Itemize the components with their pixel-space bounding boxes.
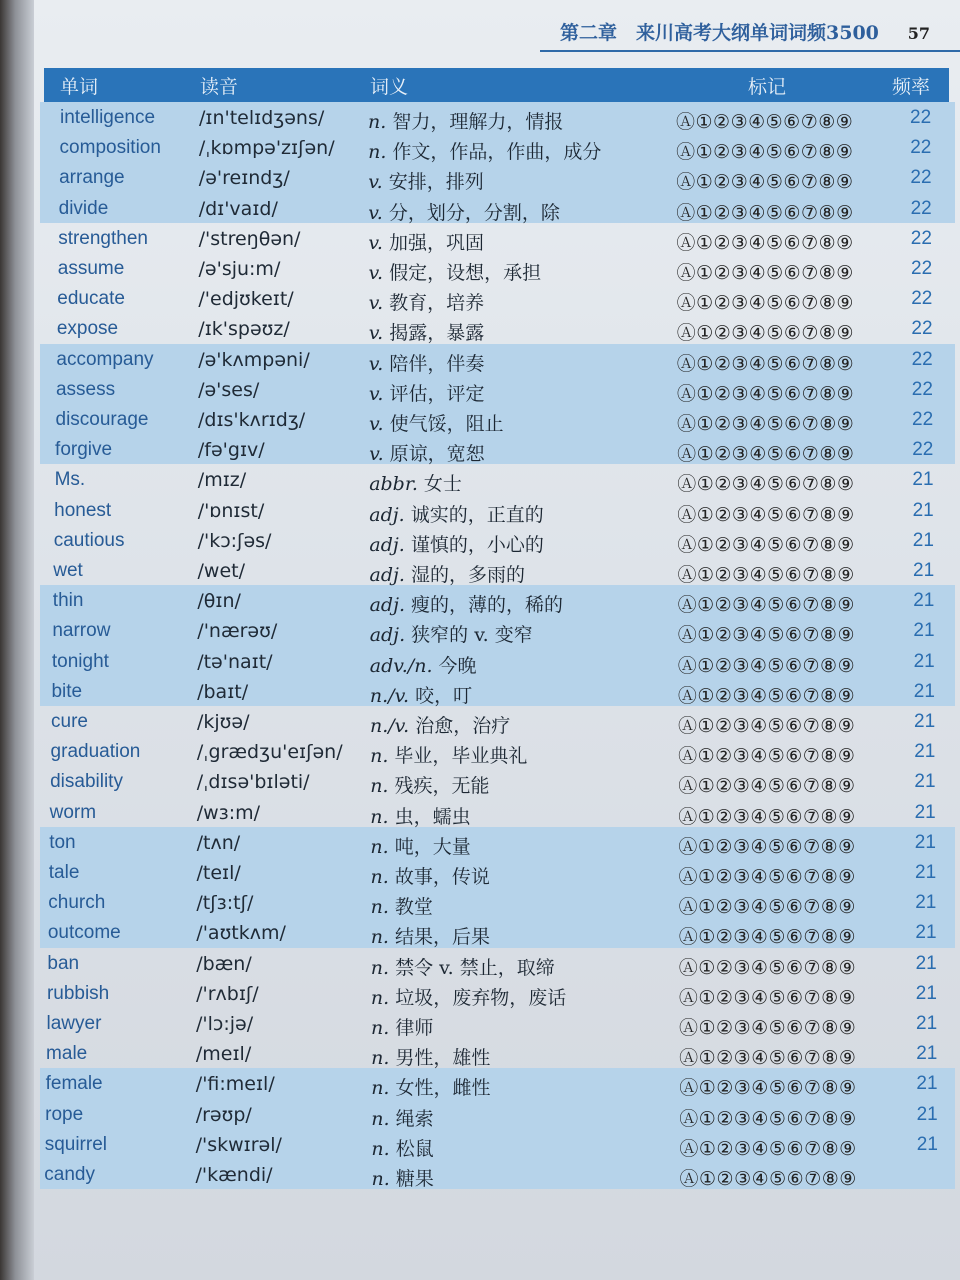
meaning: n. 教堂 <box>370 896 433 919</box>
part-of-speech: v. <box>368 292 384 315</box>
phonetic: /meɪl/ <box>195 1043 252 1066</box>
meaning: n./v. 治愈，治疗 <box>370 715 511 737</box>
frequency: 21 <box>914 711 936 732</box>
phonetic: /'nærəʊ/ <box>197 620 278 643</box>
mark-circles: Ⓐ①②③④⑤⑥⑦⑧⑨ <box>679 1107 857 1130</box>
table-row <box>0 1068 960 1098</box>
part-of-speech: v. <box>368 352 384 375</box>
page-number: 57 <box>907 24 930 43</box>
meaning: n. 虫，蠕虫 <box>370 805 471 828</box>
word: outcome <box>47 922 121 944</box>
word: intelligence <box>60 107 156 128</box>
phonetic: /'ɒnɪst/ <box>197 499 265 522</box>
part-of-speech: adj. <box>369 594 406 617</box>
part-of-speech: adv./n. <box>369 654 433 677</box>
frequency: 21 <box>913 590 935 612</box>
phonetic: /'edjʊkeɪt/ <box>198 288 294 311</box>
meaning: adj. 谨慎的，小心的 <box>369 533 544 556</box>
part-of-speech: n. <box>370 745 389 768</box>
word: discourage <box>55 409 149 430</box>
table-row <box>0 948 960 978</box>
frequency: 22 <box>911 288 933 310</box>
table-row <box>0 344 960 374</box>
table-row <box>0 525 960 555</box>
meaning: n. 残疾，无能 <box>370 775 490 798</box>
meaning: n. 糖果 <box>371 1168 434 1190</box>
phonetic: /tə'naɪt/ <box>197 650 273 673</box>
word: worm <box>49 801 97 823</box>
word: assess <box>55 378 116 400</box>
word: male <box>46 1043 88 1065</box>
mark-circles: Ⓐ①②③④⑤⑥⑦⑧⑨ <box>677 503 855 526</box>
phonetic: /ˌkɒmpə'zɪʃən/ <box>198 137 335 160</box>
meaning: v. 分，划分，分割，除 <box>368 201 560 224</box>
table-row <box>0 253 960 283</box>
phonetic: /teɪl/ <box>196 862 241 884</box>
part-of-speech: n. <box>370 956 390 979</box>
part-of-speech: abbr. <box>369 473 418 496</box>
word: tale <box>48 862 80 883</box>
word: candy <box>44 1164 95 1185</box>
mark-circles: Ⓐ①②③④⑤⑥⑦⑧⑨ <box>676 201 854 224</box>
frequency: 21 <box>916 1013 938 1034</box>
frequency: 21 <box>913 560 935 581</box>
table-row <box>0 132 960 162</box>
phonetic: /wet/ <box>197 560 245 582</box>
phonetic: /ɪn'telɪdʒəns/ <box>199 107 325 129</box>
frequency: 21 <box>916 1103 938 1125</box>
phonetic: /rəʊp/ <box>195 1103 252 1126</box>
meaning: adj. 狭窄的 v. 变窄 <box>369 624 533 647</box>
meaning: v. 原谅，宽恕 <box>369 443 485 466</box>
phonetic: /kjʊə/ <box>197 711 250 733</box>
mark-circles: Ⓐ①②③④⑤⑥⑦⑧⑨ <box>676 352 855 375</box>
frequency: 21 <box>915 892 937 914</box>
word: church <box>48 892 106 914</box>
part-of-speech: n. <box>370 896 389 919</box>
mark-circles: Ⓐ①②③④⑤⑥⑦⑧⑨ <box>677 564 855 586</box>
part-of-speech: adj. <box>369 503 405 526</box>
mark-circles: Ⓐ①②③④⑤⑥⑦⑧⑨ <box>676 292 854 315</box>
frequency: 22 <box>911 318 933 340</box>
phonetic: /tʃɜ:tʃ/ <box>196 892 254 915</box>
header-word: 单词 <box>60 77 99 98</box>
meaning: v. 安排，排列 <box>368 171 484 194</box>
table-row <box>0 1129 960 1159</box>
part-of-speech: n. <box>370 926 389 949</box>
table-row <box>0 193 960 223</box>
word: Ms. <box>54 469 86 491</box>
table-row <box>0 887 960 917</box>
word: squirrel <box>44 1133 107 1155</box>
part-of-speech: n. <box>371 1047 390 1070</box>
word: educate <box>57 288 125 310</box>
mark-circles: Ⓐ①②③④⑤⑥⑦⑧⑨ <box>676 231 854 254</box>
mark-circles: Ⓐ①②③④⑤⑥⑦⑧⑨ <box>677 654 856 677</box>
meaning: n. 智力，理解力，情报 <box>368 111 564 133</box>
table-row <box>0 555 960 585</box>
frequency: 22 <box>911 258 933 279</box>
word: rubbish <box>46 982 110 1004</box>
word: tonight <box>51 650 109 672</box>
meaning: v. 陪伴，伴奏 <box>368 352 485 375</box>
table-row <box>0 495 960 525</box>
phonetic: /ˌdɪsə'bɪləti/ <box>196 771 310 794</box>
mark-circles: Ⓐ①②③④⑤⑥⑦⑧⑨ <box>678 775 856 798</box>
frequency: 21 <box>915 952 937 974</box>
frequency: 22 <box>911 348 933 370</box>
mark-circles: Ⓐ①②③④⑤⑥⑦⑧⑨ <box>677 473 855 496</box>
frequency: 21 <box>912 499 934 521</box>
word: accompany <box>56 348 154 370</box>
phonetic: /dɪs'kʌrɪdʒ/ <box>198 409 306 431</box>
frequency: 22 <box>912 439 934 461</box>
meaning: n./v. 咬，叮 <box>369 684 473 707</box>
frequency: 21 <box>914 801 936 823</box>
part-of-speech: n. <box>371 1107 390 1130</box>
mark-circles: Ⓐ①②③④⑤⑥⑦⑧⑨ <box>679 1017 857 1039</box>
meaning: v. 揭露，暴露 <box>368 322 485 345</box>
table-row <box>0 404 960 434</box>
meaning: adv./n. 今晚 <box>369 654 477 677</box>
table-row <box>0 736 960 766</box>
word: forgive <box>55 439 113 461</box>
table-row <box>0 646 960 676</box>
mark-circles: Ⓐ①②③④⑤⑥⑦⑧⑨ <box>679 1168 857 1190</box>
phonetic: /'kændi/ <box>195 1164 273 1186</box>
meaning: adj. 诚实的，正直的 <box>369 503 544 526</box>
header-meaning: 词义 <box>370 77 409 98</box>
part-of-speech: n. <box>371 1137 390 1160</box>
table-header <box>44 68 949 102</box>
part-of-speech: n. <box>370 805 389 828</box>
frequency: 21 <box>915 922 937 944</box>
phonetic: /bæn/ <box>196 952 252 975</box>
table-row <box>0 615 960 645</box>
phonetic: /ə'kʌmpəni/ <box>198 348 310 371</box>
mark-circles: Ⓐ①②③④⑤⑥⑦⑧⑨ <box>677 533 855 556</box>
frequency: 22 <box>911 378 933 400</box>
meaning: n. 垃圾，废弃物，废话 <box>370 986 567 1009</box>
header-frequency: 频率 <box>892 77 931 98</box>
word: cautious <box>53 529 125 551</box>
part-of-speech: n. <box>370 835 389 858</box>
table-row <box>0 283 960 313</box>
word: honest <box>54 499 112 521</box>
mark-circles: Ⓐ①②③④⑤⑥⑦⑧⑨ <box>679 1137 857 1160</box>
word: divide <box>58 197 109 219</box>
word: narrow <box>52 620 111 642</box>
mark-circles: Ⓐ①②③④⑤⑥⑦⑧⑨ <box>676 141 854 164</box>
part-of-speech: adj. <box>369 624 406 647</box>
word: rope <box>45 1103 84 1125</box>
mark-circles: Ⓐ①②③④⑤⑥⑦⑧⑨ <box>678 805 856 828</box>
frequency: 21 <box>913 650 935 672</box>
phonetic: /'aʊtkʌm/ <box>196 922 286 945</box>
frequency: 21 <box>914 771 936 793</box>
phonetic: /wɜ:m/ <box>196 801 261 824</box>
phonetic: /ə'reɪndʒ/ <box>198 167 290 190</box>
frequency: 21 <box>916 1133 938 1155</box>
frequency: 22 <box>910 107 932 128</box>
meaning: n. 禁令 v. 禁止，取缔 <box>370 956 555 979</box>
part-of-speech: v. <box>368 201 383 224</box>
part-of-speech: n. <box>371 1168 390 1190</box>
table-row <box>0 857 960 887</box>
meaning: n. 结果，后果 <box>370 926 491 949</box>
frequency: 22 <box>910 197 932 219</box>
running-header <box>540 14 960 52</box>
phonetic: /'rʌbɪʃ/ <box>196 982 259 1005</box>
word: arrange <box>59 167 125 189</box>
frequency: 22 <box>910 137 932 159</box>
mark-circles: Ⓐ①②③④⑤⑥⑦⑧⑨ <box>676 111 854 133</box>
frequency: 21 <box>912 469 934 491</box>
table-row <box>0 162 960 192</box>
mark-circles: Ⓐ①②③④⑤⑥⑦⑧⑨ <box>678 956 857 979</box>
phonetic: /'skwɪrəl/ <box>195 1133 282 1156</box>
frequency: 21 <box>915 862 937 883</box>
mark-circles: Ⓐ①②③④⑤⑥⑦⑧⑨ <box>677 594 855 617</box>
phonetic: /mɪz/ <box>197 469 247 492</box>
table-row <box>0 1038 960 1068</box>
phonetic: /ə'ses/ <box>198 378 260 401</box>
table-row <box>0 223 960 253</box>
mark-circles: Ⓐ①②③④⑤⑥⑦⑧⑨ <box>676 262 854 284</box>
word: female <box>45 1073 103 1095</box>
phonetic: /ɪk'spəʊz/ <box>198 318 290 341</box>
part-of-speech: n. <box>368 141 387 164</box>
phonetic: /ə'sju:m/ <box>198 258 281 280</box>
word: expose <box>56 318 119 340</box>
part-of-speech: v. <box>368 262 384 284</box>
meaning: n. 吨，大量 <box>370 835 471 858</box>
mark-circles: Ⓐ①②③④⑤⑥⑦⑧⑨ <box>677 684 856 707</box>
part-of-speech: v. <box>368 231 383 254</box>
meaning: v. 使气馁，阻止 <box>369 413 504 435</box>
meaning: v. 假定，设想，承担 <box>368 262 542 284</box>
phonetic: /'streŋθən/ <box>198 227 301 250</box>
table-row <box>0 313 960 343</box>
part-of-speech: v. <box>368 382 384 405</box>
word: composition <box>59 137 161 159</box>
mark-circles: Ⓐ①②③④⑤⑥⑦⑧⑨ <box>678 745 856 768</box>
frequency: 21 <box>916 1043 938 1065</box>
phonetic: /θɪn/ <box>197 590 241 613</box>
frequency: 21 <box>914 831 936 853</box>
mark-circles: Ⓐ①②③④⑤⑥⑦⑧⑨ <box>678 986 857 1009</box>
word: cure <box>51 711 88 732</box>
table-row <box>0 1159 960 1189</box>
meaning: n. 男性，雄性 <box>371 1047 491 1070</box>
part-of-speech: v. <box>369 443 384 466</box>
frequency: 22 <box>910 167 932 189</box>
part-of-speech: n. <box>368 111 387 133</box>
meaning: n. 绳索 <box>371 1107 434 1130</box>
word: disability <box>50 771 123 793</box>
part-of-speech: n. <box>370 986 390 1009</box>
chapter-title: 第二章 来川高考大纲单词词频3500 <box>560 22 879 44</box>
header-phonetic: 读音 <box>200 77 239 98</box>
frequency: 21 <box>915 982 937 1004</box>
phonetic: /ˌgrædʒu'eɪʃən/ <box>196 741 343 764</box>
mark-circles: Ⓐ①②③④⑤⑥⑦⑧⑨ <box>678 926 856 949</box>
mark-circles: Ⓐ①②③④⑤⑥⑦⑧⑨ <box>678 835 856 858</box>
part-of-speech: adj. <box>369 564 405 586</box>
meaning: v. 加强，巩固 <box>368 231 484 254</box>
frequency: 21 <box>913 680 935 702</box>
meaning: adj. 瘦的，薄的，稀的 <box>369 594 564 617</box>
meaning: n. 作文，作品，作曲，成分 <box>368 141 602 164</box>
table-row <box>0 374 960 404</box>
word: lawyer <box>46 1013 102 1034</box>
part-of-speech: n. <box>371 1017 390 1039</box>
meaning: n. 女性，雌性 <box>371 1077 491 1100</box>
frequency: 21 <box>912 529 934 551</box>
phonetic: /dɪ'vaɪd/ <box>198 197 278 220</box>
part-of-speech: n./v. <box>370 715 410 737</box>
mark-circles: Ⓐ①②③④⑤⑥⑦⑧⑨ <box>677 624 855 647</box>
word: assume <box>57 258 125 279</box>
meaning: v. 教育，培养 <box>368 292 485 315</box>
frequency: 22 <box>912 409 934 430</box>
part-of-speech: n. <box>371 1077 390 1100</box>
phonetic: /'fi:meɪl/ <box>195 1073 275 1096</box>
table-row <box>0 585 960 615</box>
meaning: abbr. 女士 <box>369 473 462 496</box>
frequency: 21 <box>916 1073 938 1095</box>
frequency: 21 <box>914 741 936 763</box>
word: wet <box>53 560 83 581</box>
table-row <box>0 917 960 947</box>
frequency: 22 <box>910 227 932 249</box>
header-mark: 标记 <box>748 77 787 98</box>
mark-circles: Ⓐ①②③④⑤⑥⑦⑧⑨ <box>678 715 856 737</box>
word: thin <box>52 590 84 612</box>
mark-circles: Ⓐ①②③④⑤⑥⑦⑧⑨ <box>678 866 856 888</box>
word: graduation <box>50 741 141 763</box>
mark-circles: Ⓐ①②③④⑤⑥⑦⑧⑨ <box>678 896 856 919</box>
mark-circles: Ⓐ①②③④⑤⑥⑦⑧⑨ <box>676 382 855 405</box>
table-row <box>0 827 960 857</box>
meaning: n. 故事，传说 <box>370 866 490 888</box>
part-of-speech: n. <box>370 775 389 798</box>
word: strengthen <box>58 227 148 249</box>
meaning: v. 评估，评定 <box>368 382 485 405</box>
table-row <box>0 978 960 1008</box>
mark-circles: Ⓐ①②③④⑤⑥⑦⑧⑨ <box>677 443 855 466</box>
word: ban <box>47 952 80 974</box>
part-of-speech: adj. <box>369 533 405 556</box>
mark-circles: Ⓐ①②③④⑤⑥⑦⑧⑨ <box>676 171 854 194</box>
part-of-speech: n./v. <box>369 684 410 707</box>
mark-circles: Ⓐ①②③④⑤⑥⑦⑧⑨ <box>676 322 854 345</box>
mark-circles: Ⓐ①②③④⑤⑥⑦⑧⑨ <box>679 1077 857 1100</box>
meaning: n. 松鼠 <box>371 1137 434 1160</box>
phonetic: /'lɔ:jə/ <box>196 1013 254 1035</box>
table-row <box>0 1099 960 1129</box>
table-row <box>0 464 960 494</box>
table-row <box>0 766 960 796</box>
table-row <box>0 102 960 132</box>
meaning: adj. 湿的，多雨的 <box>369 564 525 586</box>
part-of-speech: v. <box>369 413 384 435</box>
part-of-speech: v. <box>368 171 383 194</box>
phonetic: /fə'gɪv/ <box>197 439 265 462</box>
frequency: 21 <box>913 620 935 642</box>
part-of-speech: n. <box>370 866 389 888</box>
phonetic: /baɪt/ <box>197 680 249 703</box>
table-row <box>0 797 960 827</box>
mark-circles: Ⓐ①②③④⑤⑥⑦⑧⑨ <box>679 1047 857 1070</box>
table-row <box>0 706 960 736</box>
word: bite <box>51 680 83 702</box>
meaning: n. 毕业，毕业典礼 <box>370 745 528 768</box>
mark-circles: Ⓐ①②③④⑤⑥⑦⑧⑨ <box>677 413 855 435</box>
table-row <box>0 1008 960 1038</box>
table-row <box>0 676 960 706</box>
table-row <box>0 434 960 464</box>
phonetic: /tʌn/ <box>196 831 241 854</box>
word: ton <box>49 831 76 853</box>
meaning: n. 律师 <box>371 1017 434 1039</box>
part-of-speech: v. <box>368 322 384 345</box>
phonetic: /'kɔ:ʃəs/ <box>197 529 272 552</box>
